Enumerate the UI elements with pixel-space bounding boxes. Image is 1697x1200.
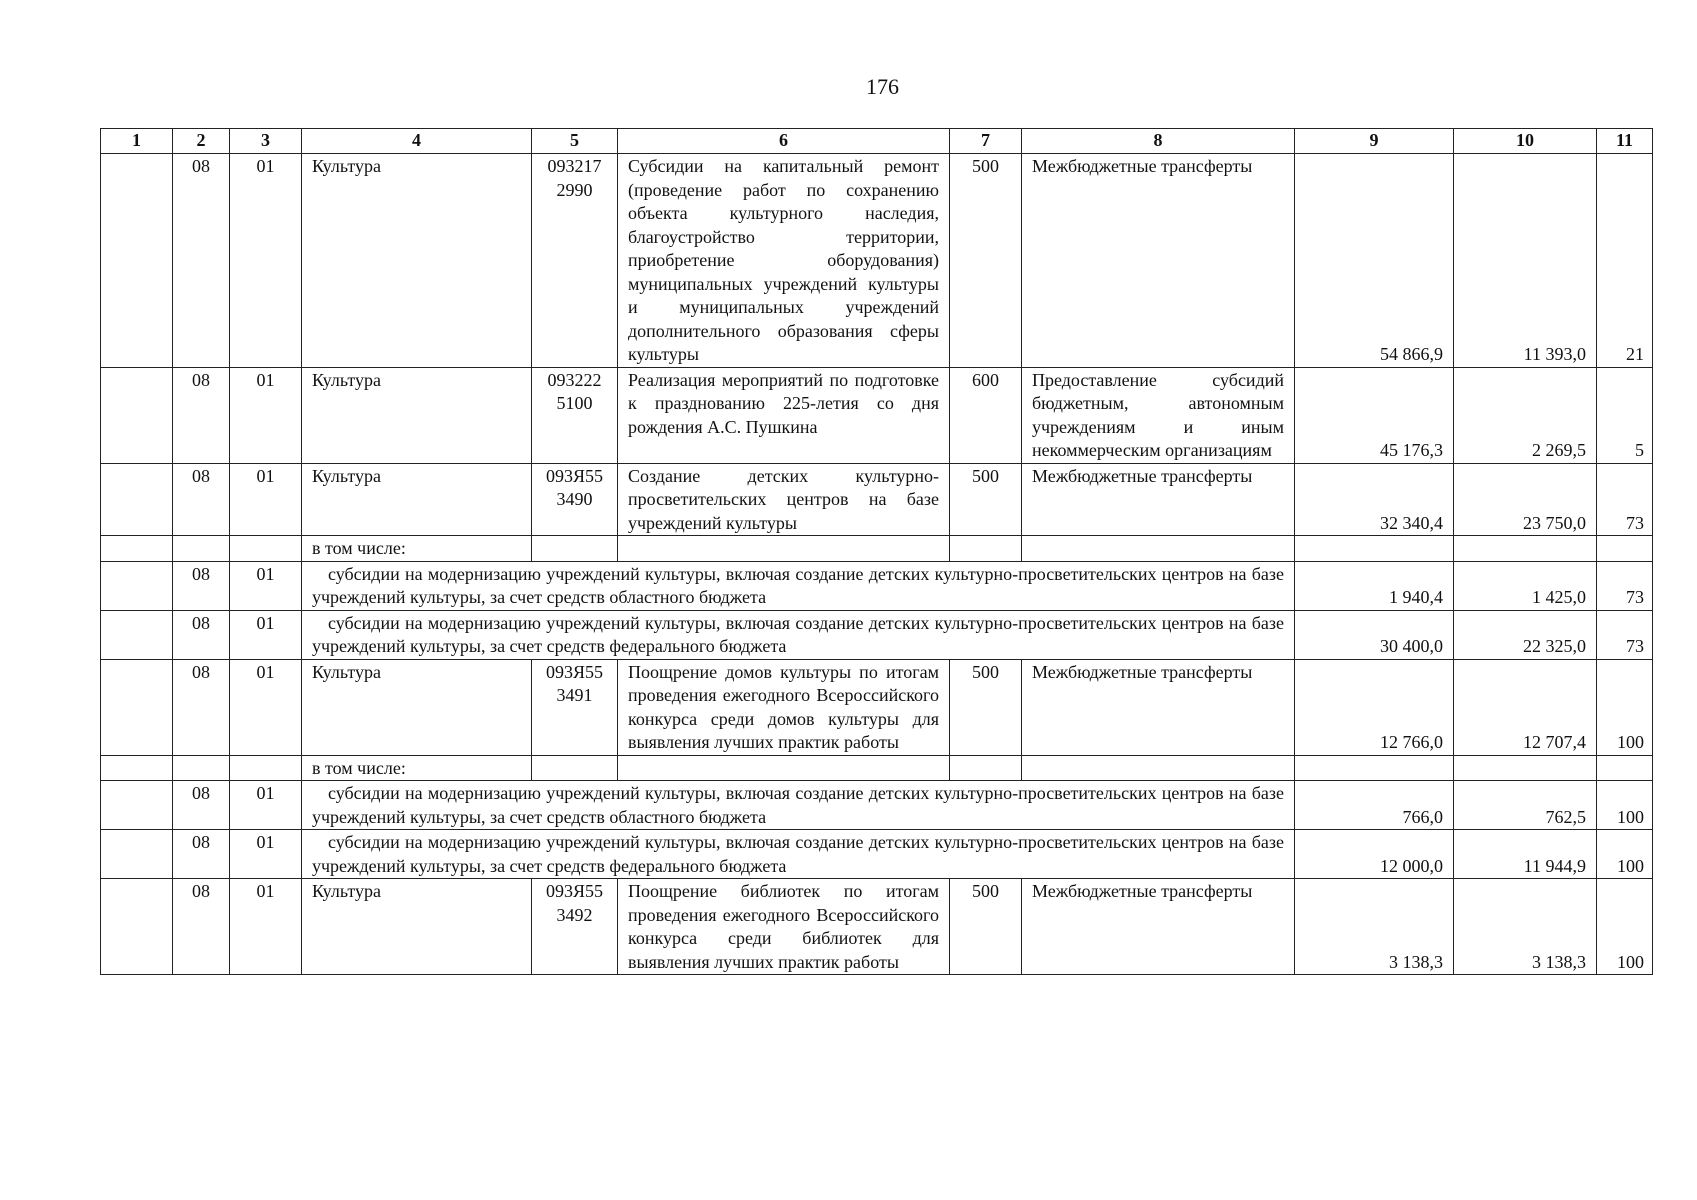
cell-empty — [1022, 536, 1295, 562]
col-header-1: 1 — [101, 129, 173, 154]
cell-expense-type: 600 — [950, 367, 1022, 463]
cell-section-name: Культура — [302, 367, 532, 463]
cell-executed-amount: 23 750,0 — [1454, 463, 1597, 536]
cell-planned-amount: 1 940,4 — [1295, 561, 1454, 610]
cell-empty — [1597, 755, 1653, 781]
table-row-subitem — [101, 610, 1653, 659]
cell-empty — [101, 781, 173, 830]
col-header-8: 8 — [1022, 129, 1295, 154]
cell-percent: 73 — [1597, 463, 1653, 536]
table-row — [101, 659, 1653, 755]
cell-empty — [1454, 755, 1597, 781]
cell-target-code: 093222 5100 — [532, 367, 618, 463]
cell-expense-type-name: Предоставление субсидий бюджетным, автономным учреждениям и иным некоммерческим организациям — [1022, 367, 1295, 463]
cell-subsection: 01 — [230, 659, 302, 755]
cell-description: Поощрение библиотек по итогам проведения ежегодного Всероссийского конкурса среди библиотек для выявления лучших практик работы — [618, 879, 950, 975]
cell-description: Субсидии на капитальный ремонт (проведение работ по сохранению объекта культурного наследия, благоустройство территории, приобретение оборудования) муниципальных учреждений культуры и муниципальных учреждений дополнительного образования сферы культуры — [618, 154, 950, 368]
cell-expense-type-name: Межбюджетные трансферты — [1022, 154, 1295, 368]
cell-empty — [950, 755, 1022, 781]
cell-planned-amount: 30 400,0 — [1295, 610, 1454, 659]
cell-section: 08 — [173, 610, 230, 659]
cell-subsection: 01 — [230, 879, 302, 975]
cell-executed-amount: 3 138,3 — [1454, 879, 1597, 975]
cell-planned-amount: 54 866,9 — [1295, 154, 1454, 368]
cell-empty — [618, 755, 950, 781]
cell-subsection: 01 — [230, 781, 302, 830]
cell-section: 08 — [173, 367, 230, 463]
cell-expense-type-name: Межбюджетные трансферты — [1022, 879, 1295, 975]
cell-description: Реализация мероприятий по подготовке к празднованию 225-летия со дня рождения А.С. Пушкина — [618, 367, 950, 463]
cell-subitem-description: субсидии на модернизацию учреждений культуры, включая создание детских культурно-просветительских центров на базе учреждений культуры, за счет средств областного бюджета — [302, 561, 1295, 610]
cell-subsection: 01 — [230, 367, 302, 463]
col-header-4: 4 — [302, 129, 532, 154]
cell-target-code: 093Я55 3490 — [532, 463, 618, 536]
cell-section: 08 — [173, 830, 230, 879]
table-row-subitem — [101, 561, 1653, 610]
cell-executed-amount: 22 325,0 — [1454, 610, 1597, 659]
table-row — [101, 463, 1653, 536]
cell-empty — [101, 561, 173, 610]
cell-empty — [532, 755, 618, 781]
cell-description: Создание детских культурно-просветительских центров на базе учреждений культуры — [618, 463, 950, 536]
cell-percent: 73 — [1597, 610, 1653, 659]
table-row-subitem — [101, 781, 1653, 830]
cell-expense-type-name: Межбюджетные трансферты — [1022, 659, 1295, 755]
cell-executed-amount: 762,5 — [1454, 781, 1597, 830]
cell-section: 08 — [173, 659, 230, 755]
cell-expense-type: 500 — [950, 463, 1022, 536]
col-header-10: 10 — [1454, 129, 1597, 154]
cell-empty — [618, 536, 950, 562]
col-header-7: 7 — [950, 129, 1022, 154]
cell-section: 08 — [173, 154, 230, 368]
cell-executed-amount: 1 425,0 — [1454, 561, 1597, 610]
col-header-11: 11 — [1597, 129, 1653, 154]
cell-percent: 21 — [1597, 154, 1653, 368]
col-header-9: 9 — [1295, 129, 1454, 154]
cell-empty — [101, 830, 173, 879]
cell-including-label: в том числе: — [302, 536, 532, 562]
col-header-5: 5 — [532, 129, 618, 154]
cell-subsection: 01 — [230, 561, 302, 610]
cell-empty — [532, 536, 618, 562]
cell-target-code: 093217 2990 — [532, 154, 618, 368]
cell-empty — [230, 755, 302, 781]
cell-planned-amount: 12 000,0 — [1295, 830, 1454, 879]
cell-planned-amount: 766,0 — [1295, 781, 1454, 830]
cell-section-name: Культура — [302, 463, 532, 536]
cell-subitem-description: субсидии на модернизацию учреждений культуры, включая создание детских культурно-просветительских центров на базе учреждений культуры, за счет средств областного бюджета — [302, 781, 1295, 830]
table-row — [101, 367, 1653, 463]
cell-including-label: в том числе: — [302, 755, 532, 781]
cell-planned-amount: 45 176,3 — [1295, 367, 1454, 463]
cell-subsection: 01 — [230, 610, 302, 659]
cell-empty — [101, 536, 173, 562]
cell-target-code: 093Я55 3491 — [532, 659, 618, 755]
cell-empty — [173, 536, 230, 562]
table-row-including — [101, 755, 1653, 781]
cell-empty — [1454, 536, 1597, 562]
cell-percent: 100 — [1597, 879, 1653, 975]
cell-section: 08 — [173, 561, 230, 610]
cell-target-code: 093Я55 3492 — [532, 879, 618, 975]
cell-empty — [950, 536, 1022, 562]
cell-executed-amount: 2 269,5 — [1454, 367, 1597, 463]
cell-empty — [101, 879, 173, 975]
cell-percent: 100 — [1597, 830, 1653, 879]
cell-planned-amount: 3 138,3 — [1295, 879, 1454, 975]
cell-description: Поощрение домов культуры по итогам проведения ежегодного Всероссийского конкурса среди домов культуры для выявления лучших практик работы — [618, 659, 950, 755]
cell-empty — [101, 154, 173, 368]
cell-section-name: Культура — [302, 879, 532, 975]
cell-subsection: 01 — [230, 463, 302, 536]
cell-executed-amount: 11 944,9 — [1454, 830, 1597, 879]
cell-expense-type: 500 — [950, 154, 1022, 368]
header-row — [101, 129, 1653, 154]
col-header-6: 6 — [618, 129, 950, 154]
cell-percent: 5 — [1597, 367, 1653, 463]
col-header-2: 2 — [173, 129, 230, 154]
cell-expense-type: 500 — [950, 659, 1022, 755]
page-number: 176 — [866, 74, 899, 99]
cell-percent: 100 — [1597, 781, 1653, 830]
table-row-including — [101, 536, 1653, 562]
cell-empty — [1022, 755, 1295, 781]
cell-empty — [101, 659, 173, 755]
cell-section-name: Культура — [302, 154, 532, 368]
cell-executed-amount: 11 393,0 — [1454, 154, 1597, 368]
cell-empty — [101, 463, 173, 536]
cell-empty — [101, 610, 173, 659]
cell-empty — [101, 755, 173, 781]
cell-empty — [1295, 755, 1454, 781]
cell-empty — [101, 367, 173, 463]
cell-empty — [1295, 536, 1454, 562]
col-header-3: 3 — [230, 129, 302, 154]
cell-empty — [1597, 536, 1653, 562]
cell-section: 08 — [173, 781, 230, 830]
cell-subsection: 01 — [230, 154, 302, 368]
cell-subsection: 01 — [230, 830, 302, 879]
cell-section: 08 — [173, 463, 230, 536]
table-row — [101, 154, 1653, 368]
table-row — [101, 879, 1653, 975]
budget-table — [100, 128, 1653, 975]
cell-percent: 100 — [1597, 659, 1653, 755]
cell-section-name: Культура — [302, 659, 532, 755]
cell-section: 08 — [173, 879, 230, 975]
cell-percent: 73 — [1597, 561, 1653, 610]
cell-expense-type-name: Межбюджетные трансферты — [1022, 463, 1295, 536]
cell-planned-amount: 12 766,0 — [1295, 659, 1454, 755]
table-row-subitem — [101, 830, 1653, 879]
cell-planned-amount: 32 340,4 — [1295, 463, 1454, 536]
cell-expense-type: 500 — [950, 879, 1022, 975]
cell-subitem-description: субсидии на модернизацию учреждений культуры, включая создание детских культурно-просветительских центров на базе учреждений культуры, за счет средств федерального бюджета — [302, 830, 1295, 879]
cell-executed-amount: 12 707,4 — [1454, 659, 1597, 755]
cell-empty — [230, 536, 302, 562]
cell-empty — [173, 755, 230, 781]
cell-subitem-description: субсидии на модернизацию учреждений культуры, включая создание детских культурно-просветительских центров на базе учреждений культуры, за счет средств федерального бюджета — [302, 610, 1295, 659]
